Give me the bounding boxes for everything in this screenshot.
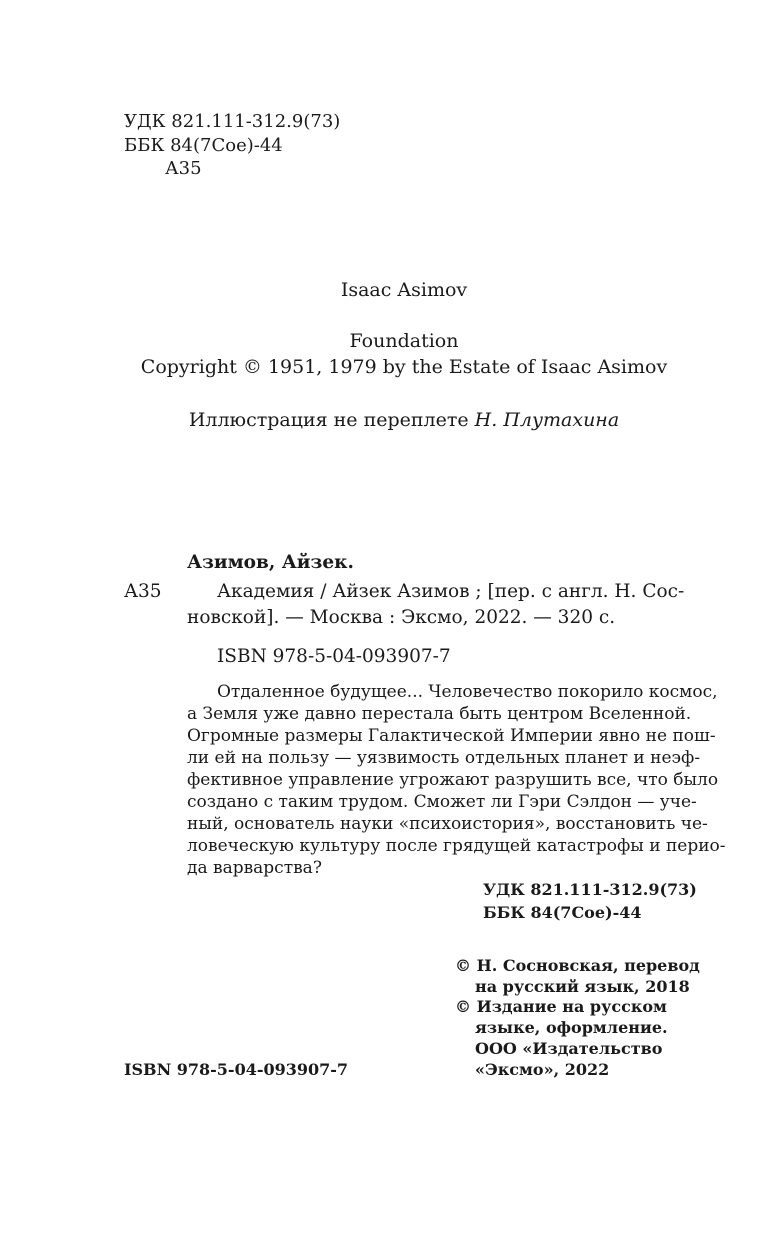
bbk-code-top: ББК 84(7Сое)-44 (124, 135, 283, 156)
author-mark-top: А35 (165, 158, 202, 179)
udk-code-top: УДК 821.111-312.9(73) (124, 111, 341, 132)
copyright-edition-line-1: © Издание на русском (455, 997, 667, 1016)
illustration-label: Иллюстрация не переплете (188, 409, 475, 431)
catalog-mark: А35 (124, 581, 162, 602)
annotation-line: Отдаленное будущее... Человечество покорило космос, (217, 682, 718, 702)
isbn-bottom: ISBN 978-5-04-093907-7 (124, 1060, 349, 1079)
annotation-line: создано с таким трудом. Сможет ли Гэри Сэлдон — уче- (187, 792, 697, 812)
annotation-line: а Земля уже давно перестала быть центром Вселенной. (187, 704, 692, 724)
illustration-credit (0, 409, 768, 431)
catalog-line-2: новской]. — Москва : Эксмо, 2022. — 320 с. (187, 607, 616, 628)
original-author: Isaac Asimov (340, 279, 468, 301)
annotation-line: ли ей на пользу — уязвимость отдельных планет и неэф- (187, 748, 701, 768)
annotation-line: фективное управление угрожают разрушить все, что было (187, 770, 719, 790)
udk-code-bottom: УДК 821.111-312.9(73) (483, 880, 697, 899)
catalog-heading: Азимов, Айзек. (187, 552, 354, 573)
catalog-line-1: Академия / Айзек Азимов ; [пер. с англ. Н. Сос- (217, 581, 685, 602)
copyright-edition-line-3: ООО «Издательство (475, 1039, 663, 1058)
annotation-line: да варварства? (187, 858, 322, 878)
catalog-isbn: ISBN 978-5-04-093907-7 (217, 646, 451, 667)
copyright-translation-line-2: на русский язык, 2018 (475, 977, 690, 996)
annotation-line: ловеческую культуру после грядущей катастрофы и перио- (187, 836, 726, 856)
original-copyright: Copyright © 1951, 1979 by the Estate of Isaac Asimov (140, 356, 668, 378)
bbk-code-bottom: ББК 84(7Сое)-44 (483, 903, 642, 922)
original-title: Foundation (349, 330, 459, 352)
annotation-line: Огромные размеры Галактической Империи явно не пош- (187, 726, 716, 746)
copyright-edition-line-2: языке, оформление. (475, 1018, 668, 1037)
illustration-artist: Н. Плутахина (474, 409, 620, 431)
copyright-translation-line-1: © Н. Сосновская, перевод (455, 956, 700, 975)
annotation-line: ный, основатель науки «психоистория», восстановить че- (187, 814, 708, 834)
copyright-edition-line-4: «Эксмо», 2022 (475, 1060, 610, 1079)
